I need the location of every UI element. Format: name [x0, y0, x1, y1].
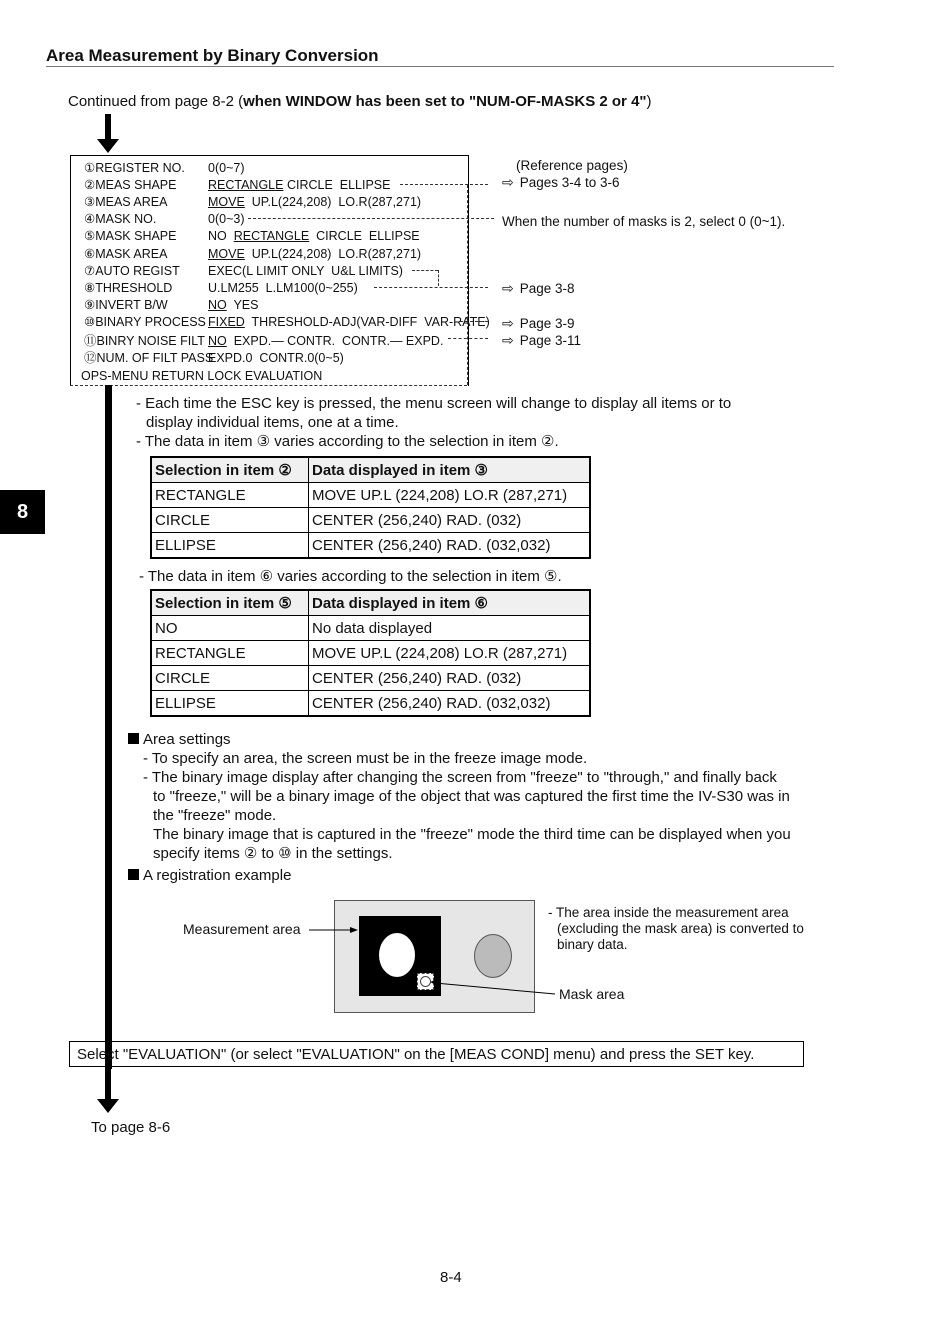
menu-item-label: ⑫NUM. OF FILT PASS: [84, 351, 214, 366]
flow-arrow-bottom-shaft: [105, 1068, 111, 1100]
evaluation-instruction: Select "EVALUATION" (or select "EVALUATION" on the [MEAS COND] menu) and press the SET key.: [69, 1041, 804, 1067]
table-cell: ELLIPSE: [151, 533, 309, 559]
menu-item: [84, 331, 443, 349]
menu-item-label: ⑪BINRY NOISE FILT: [84, 334, 205, 348]
menu-box-bottom-dash: [70, 385, 467, 386]
table-row: [151, 508, 590, 533]
table-cell: ELLIPSE: [151, 691, 309, 717]
continued-suffix: ): [646, 93, 652, 110]
leader-line: [460, 321, 488, 322]
table-row: [151, 533, 590, 559]
menu-item-value: UP.L(224,208) LO.R(287,271): [244, 246, 422, 261]
menu-ops-line: OPS-MENU RETURN LOCK EVALUATION: [81, 369, 323, 383]
menu-item-label: ④MASK NO.: [84, 212, 157, 227]
menu-item-label: ⑩BINARY PROCESS: [84, 314, 206, 329]
menu-item-label: ③MEAS AREA: [84, 195, 168, 210]
menu-item-value: THRESHOLD-ADJ(VAR-DIFF VAR-RATE): [244, 314, 490, 329]
menu-item: [84, 194, 421, 209]
menu-item-label: ⑤MASK SHAPE: [84, 229, 177, 244]
chapter-tab: 8: [0, 490, 45, 534]
table-cell: MOVE UP.L (224,208) LO.R (287,271): [309, 641, 591, 666]
area-settings-line: - The binary image display after changing the screen from "freeze" to "through," and finally back: [143, 769, 777, 786]
menu-item-value: UP.L(224,208) LO.R(287,271): [244, 195, 422, 210]
leader-line: [400, 184, 488, 185]
table-header-row: [151, 457, 590, 483]
page-number: 8-4: [440, 1269, 462, 1286]
measurement-area-label: Measurement area: [183, 921, 301, 937]
reference-pages-3-4: [502, 174, 620, 191]
menu-item-value: YES: [226, 297, 259, 312]
menu-item: [84, 263, 403, 278]
table-cell: RECTANGLE: [151, 641, 309, 666]
menu-item-label: ⑥MASK AREA: [84, 246, 168, 261]
table-cell: MOVE UP.L (224,208) LO.R (287,271): [309, 483, 591, 508]
reference-text: Page 3-9: [519, 316, 575, 331]
table-cell: CENTER (256,240) RAD. (032,032): [309, 691, 591, 717]
menu-item-value: EXPD.0 CONTR.0(0~5): [208, 351, 344, 366]
mask-number-note: When the number of masks is 2, select 0 (0~1).: [502, 214, 786, 229]
area-settings-line: the "freeze" mode.: [153, 807, 277, 824]
arrow-right-icon: ⇨: [502, 174, 514, 190]
table-row: [151, 641, 590, 666]
table-header: Selection in item ②: [151, 457, 309, 483]
menu-item: [84, 160, 244, 175]
menu-item: [84, 177, 390, 192]
table-row: [151, 483, 590, 508]
item3-note: - The data in item ③ varies according to the selection in item ②.: [136, 433, 559, 450]
leader-line: [448, 338, 488, 339]
table-row: [151, 691, 590, 717]
flow-arrow-top-shaft: [105, 114, 111, 140]
reference-page-3-11: [502, 332, 581, 349]
reference-page-3-9: [502, 315, 575, 332]
mask-area-label: Mask area: [559, 986, 625, 1002]
reference-page-3-8: [502, 280, 575, 297]
table-row: [151, 666, 590, 691]
menu-item-selected-value: RECTANGLE: [208, 178, 284, 193]
leader-line: [248, 218, 494, 219]
area-settings-line: specify items ② to ⑩ in the settings.: [153, 845, 393, 862]
menu-item: [84, 246, 421, 261]
table-item6: [150, 589, 591, 717]
table-item3: [150, 456, 591, 559]
area-settings-line: - To specify an area, the screen must be in the freeze image mode.: [143, 750, 588, 767]
menu-item-selected-value: RECTANGLE: [233, 229, 310, 244]
item6-note: - The data in item ⑥ varies according to the selection in item ⑤.: [139, 568, 562, 585]
menu-item-selected-value: NO: [208, 297, 227, 312]
arrow-down-icon: [97, 1099, 119, 1113]
registration-example-title: A registration example: [143, 867, 292, 884]
menu-item: [84, 348, 344, 366]
to-page-note: To page 8-6: [91, 1119, 171, 1136]
menu-item-selected-value: MOVE: [208, 195, 245, 210]
leader-line: [438, 270, 439, 286]
arrow-right-icon: ⇨: [502, 332, 514, 348]
reference-text: Pages 3-4 to 3-6: [519, 175, 620, 190]
menu-item-value: EXPD.— CONTR. CONTR.— EXPD.: [226, 334, 444, 348]
menu-item: [84, 280, 358, 295]
flow-bar: [105, 385, 112, 1069]
menu-box-right-dash: [467, 185, 468, 385]
menu-item: [84, 211, 244, 226]
menu-item-value: 0(0~7): [208, 161, 245, 175]
table-cell: CENTER (256,240) RAD. (032,032): [309, 533, 591, 559]
leader-line: [412, 270, 438, 271]
table-cell: NO: [151, 616, 309, 641]
example-note-line: - The area inside the measurement area: [548, 905, 789, 920]
table-cell: CIRCLE: [151, 508, 309, 533]
area-settings-line: The binary image that is captured in the "freeze" mode the third time can be displayed when you: [153, 826, 791, 843]
table-header-row: [151, 590, 590, 616]
menu-item-label: ⑦AUTO REGIST: [84, 263, 180, 278]
table-cell: CENTER (256,240) RAD. (032): [309, 666, 591, 691]
menu-item: [84, 297, 258, 312]
square-bullet-icon: [128, 733, 139, 744]
table-cell: CENTER (256,240) RAD. (032): [309, 508, 591, 533]
menu-item-value: CIRCLE ELLIPSE: [309, 229, 420, 244]
example-note-line: binary data.: [557, 937, 628, 952]
menu-item-label: ②MEAS SHAPE: [84, 178, 177, 193]
table-header: Selection in item ⑤: [151, 590, 309, 616]
menu-item-value: 0(0~3): [208, 212, 245, 227]
registration-example-heading: [128, 866, 291, 885]
example-note-line: (excluding the mask area) is converted to: [557, 921, 804, 936]
table-cell: RECTANGLE: [151, 483, 309, 508]
arrow-right-icon: ⇨: [502, 315, 514, 331]
continued-prefix: Continued from page 8-2 (: [68, 93, 244, 110]
arrow-right-icon: ⇨: [502, 280, 514, 296]
title-rule: [46, 66, 834, 67]
menu-item-value: CIRCLE ELLIPSE: [283, 178, 391, 193]
table-header: Data displayed in item ③: [309, 457, 591, 483]
arrow-down-icon: [97, 139, 119, 153]
table-cell: CIRCLE: [151, 666, 309, 691]
continued-note: [68, 93, 652, 110]
menu-item-value: EXEC(L LIMIT ONLY U&L LIMITS): [208, 263, 403, 278]
menu-item-label: ⑨INVERT B/W: [84, 297, 168, 312]
esc-note-line2: display individual items, one at a time.: [146, 414, 399, 431]
table-header: Data displayed in item ⑥: [309, 590, 591, 616]
continued-condition: when WINDOW has been set to "NUM-OF-MASKS 2 or 4": [243, 93, 647, 110]
area-settings-heading: [128, 730, 231, 749]
menu-item-value: NO: [208, 229, 234, 244]
table-cell: No data displayed: [309, 616, 591, 641]
reference-text: Page 3-11: [519, 333, 582, 348]
menu-item: [84, 314, 490, 329]
figure-leader-lines: [300, 920, 600, 1010]
reference-text: Page 3-8: [519, 281, 575, 296]
reference-heading: (Reference pages): [516, 158, 628, 173]
menu-item-selected-value: NO: [208, 334, 227, 348]
area-settings-line: to "freeze," will be a binary image of the object that was captured the first time the IV-S30 was in: [153, 788, 790, 805]
menu-item-label: ①REGISTER NO.: [84, 161, 185, 175]
area-settings-title: Area settings: [143, 731, 231, 748]
menu-item-selected-value: FIXED: [208, 314, 245, 329]
leader-line: [374, 287, 488, 288]
page-title: Area Measurement by Binary Conversion: [46, 46, 379, 65]
esc-note-line1: - Each time the ESC key is pressed, the menu screen will change to display all items or to: [136, 395, 732, 412]
menu-item-value: U.LM255 L.LM100(0~255): [208, 280, 358, 295]
menu-item-label: ⑧THRESHOLD: [84, 280, 173, 295]
square-bullet-icon: [128, 869, 139, 880]
table-row: [151, 616, 590, 641]
menu-item: [84, 228, 420, 243]
menu-item-selected-value: MOVE: [208, 246, 245, 261]
